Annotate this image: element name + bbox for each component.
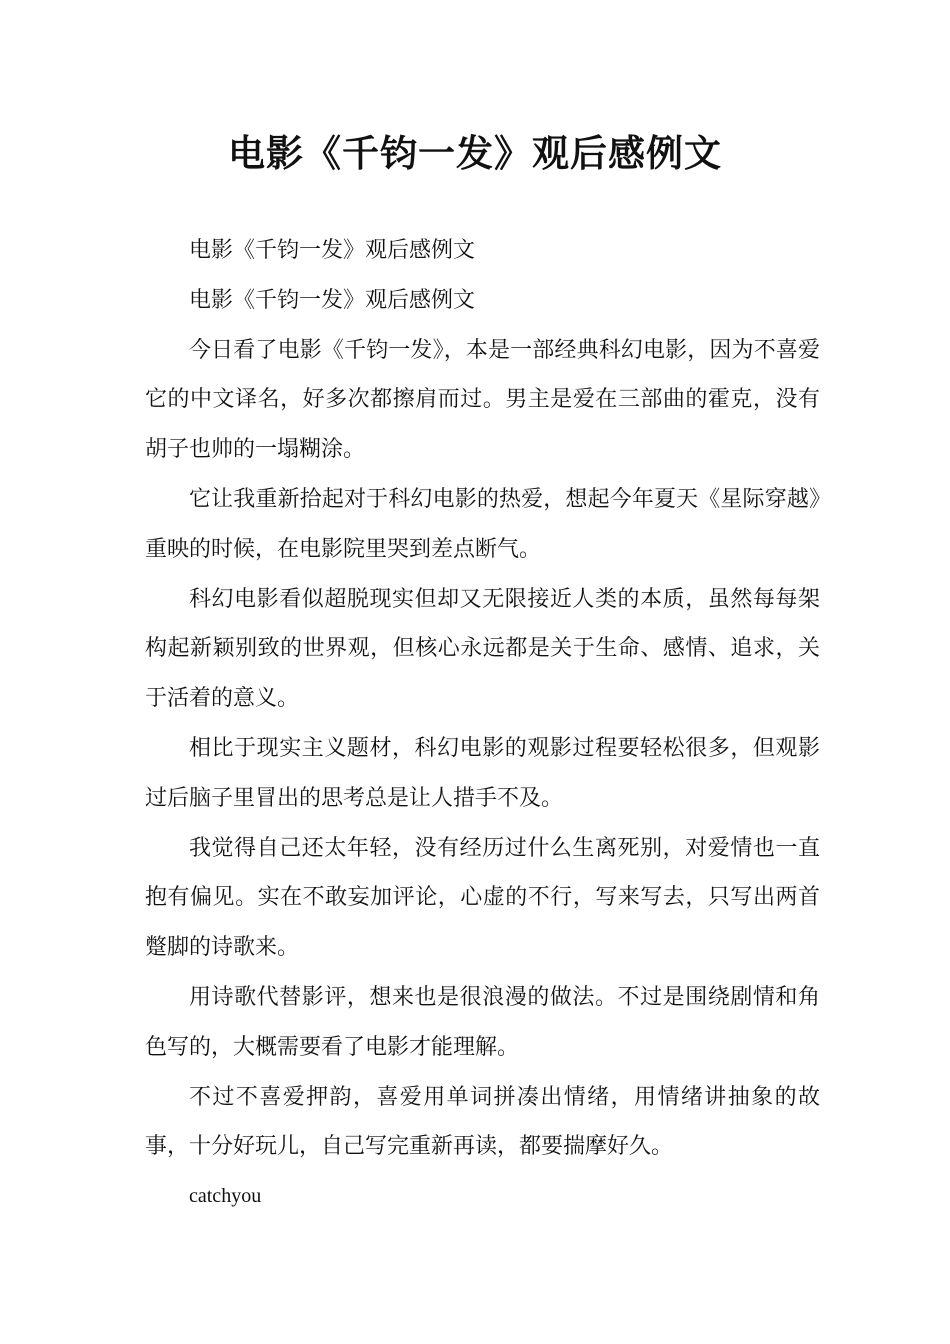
document-body: [145, 226, 820, 1222]
paragraph: 电影《千钧一发》观后感例文: [189, 287, 476, 313]
paragraph: 今日看了电影《千钧一发》，本是一部经典科幻电影，因为不喜爱它的中文译名，好多次都擦肩而过。男主是爱在三部曲的霍克，没有胡子也帅的一塌糊涂。: [145, 337, 820, 463]
paragraph: 不过不喜爱押韵，喜爱用单词拼凑出情绪，用情绪讲抽象的故事，十分好玩儿，自己写完重新再读，都要揣摩好久。: [145, 1084, 820, 1160]
paragraph: 电影《千钧一发》观后感例文: [189, 238, 476, 263]
paragraph: 它让我重新拾起对于科幻电影的热爱，想起今年夏天《星际穿越》重映的时候，在电影院里哭到差点断气。: [145, 486, 820, 562]
paragraph: 相比于现实主义题材，科幻电影的观影过程要轻松很多，但观影过后脑子里冒出的思考总是让人措手不及。: [145, 735, 820, 811]
paragraph: 我觉得自己还太年轻，没有经历过什么生离死别，对爱情也一直抱有偏见。实在不敢妄加评论，心虚的不行，写来写去，只写出两首蹩脚的诗歌来。: [145, 835, 820, 961]
document-title: 电影《千钧一发》观后感例文: [228, 132, 722, 175]
signature: catchyou: [189, 1185, 262, 1208]
paragraph: 科幻电影看似超脱现实但却又无限接近人类的本质，虽然每每架构起新颖别致的世界观，但核心永远都是关于生命、感情、追求，关于活着的意义。: [145, 586, 820, 712]
paragraph: 用诗歌代替影评，想来也是很浪漫的做法。不过是围绕剧情和角色写的，大概需要看了电影才能理解。: [145, 984, 820, 1060]
